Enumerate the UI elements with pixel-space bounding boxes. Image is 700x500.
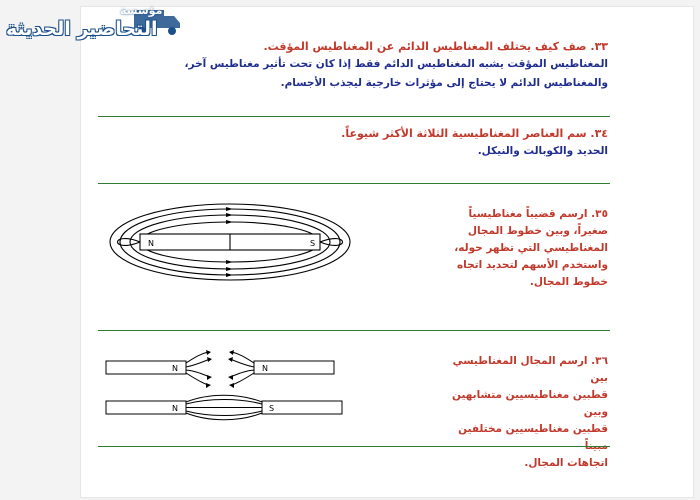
divider-3 bbox=[98, 330, 610, 331]
question-35-line-5: خطوط المجال. bbox=[529, 276, 608, 288]
question-35-line-1: ٣٥. ارسم قضيباً مغناطيسياً bbox=[468, 208, 608, 220]
divider-1 bbox=[98, 116, 610, 117]
question-35-line-3: المغناطيسي التي تظهر حوله، bbox=[454, 242, 608, 254]
magnet-north-label: N bbox=[148, 239, 154, 248]
question-35 bbox=[448, 206, 608, 291]
arrow-bottom-middle bbox=[226, 267, 233, 271]
logo-line-1: مؤسسة bbox=[120, 4, 163, 17]
answer-33-line-1: المغناطيس المؤقت يشبه المغناطيس الدائم فقط إذا كان تحت تأثير مغناطيس آخر، bbox=[184, 58, 608, 70]
field-loop-right bbox=[320, 239, 343, 246]
like-right-label: N bbox=[262, 364, 268, 373]
bar-magnet-field-diagram bbox=[100, 202, 360, 286]
divider-2 bbox=[98, 183, 610, 184]
answer-33-line-2: والمغناطيس الدائم لا يحتاج إلى مؤثرات خارجية ليجذب الأجسام. bbox=[280, 77, 608, 89]
question-36-line-4: اتجاهات المجال. bbox=[524, 457, 608, 469]
like-field-arrows bbox=[206, 350, 234, 388]
magnet-south-label: S bbox=[310, 239, 316, 248]
question-36 bbox=[448, 353, 608, 472]
like-left-label: N bbox=[172, 364, 178, 373]
field-loop-left bbox=[118, 239, 141, 246]
unlike-right-label: S bbox=[269, 404, 275, 413]
logo-line-2: التحاضير الحديثة bbox=[6, 18, 158, 40]
publisher-logo bbox=[0, 0, 190, 46]
unlike-left-label: N bbox=[172, 404, 178, 413]
question-35-line-2: صغيراً، وبين خطوط المجال bbox=[467, 225, 608, 237]
question-34: ٣٤. سم العناصر المغناطيسية الثلاثة الأكثر شيوعاً. bbox=[341, 127, 608, 140]
arrow-bottom-outer bbox=[226, 273, 233, 277]
arrow-bottom-inner bbox=[226, 260, 233, 264]
arrow-top-middle bbox=[226, 213, 233, 217]
pole-field-diagrams bbox=[104, 350, 354, 422]
question-36-line-3: قطبين مغناطيسيين مختلفين مبيناً bbox=[458, 423, 608, 452]
question-36-line-2: قطبين مغناطيسيين متشابهين وبين bbox=[452, 389, 608, 418]
question-36-line-1: ٣٦. ارسم المجال المغناطيسي بين bbox=[452, 355, 608, 384]
divider-4 bbox=[98, 446, 610, 447]
arrow-top-inner bbox=[226, 220, 233, 224]
answer-34: الحديد والكوبالت والنيكل. bbox=[477, 145, 608, 157]
unlike-field-lines bbox=[186, 395, 262, 420]
like-field-lines bbox=[186, 352, 254, 385]
arrow-top-outer bbox=[226, 207, 233, 211]
question-33: ٣٣. صف كيف يختلف المغناطيس الدائم عن المغناطيس المؤقت. bbox=[263, 40, 608, 53]
question-35-line-4: واستخدم الأسهم لتحديد اتجاه bbox=[456, 259, 608, 271]
